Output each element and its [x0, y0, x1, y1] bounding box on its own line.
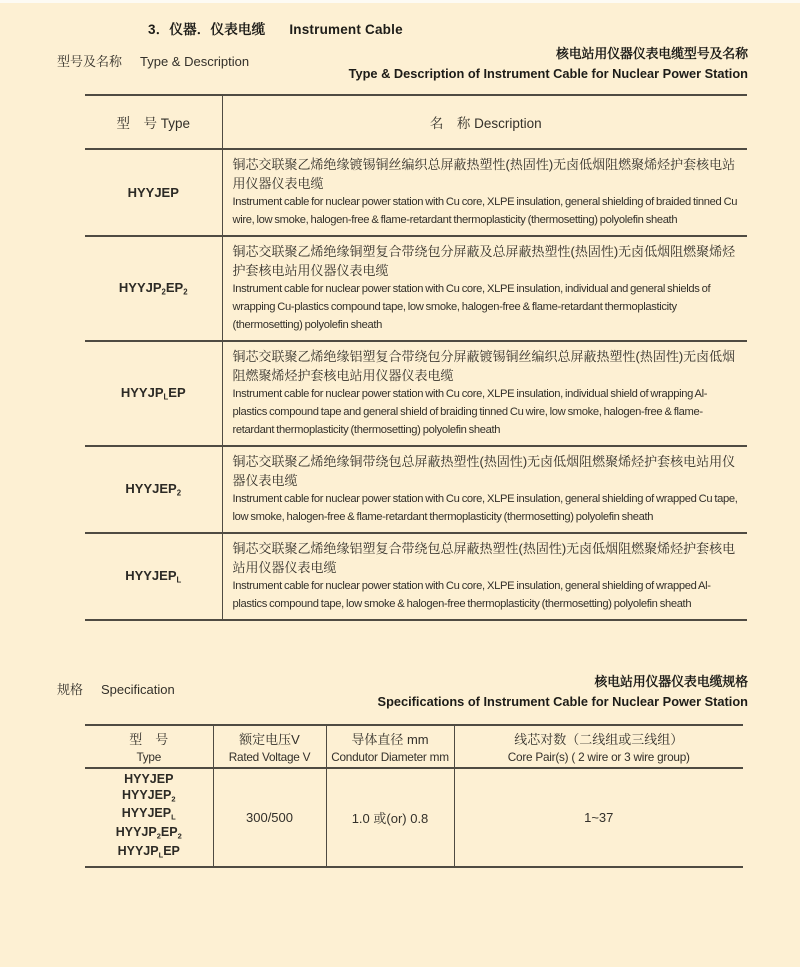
type-cell: $HYYJEP_2$	[85, 446, 222, 533]
page-title	[148, 18, 800, 38]
spec-table-body-row	[85, 768, 743, 867]
type-cell: $HYYJEP_L$	[85, 533, 222, 620]
description-cell	[222, 341, 747, 446]
page-title-en: Instrument Cable	[289, 22, 403, 37]
section2-label	[57, 679, 175, 698]
section1-header	[57, 43, 748, 81]
description-cell	[222, 236, 747, 341]
section1-table-title-zh: 核电站用仪器仪表电缆型号及名称	[556, 46, 748, 61]
spec-header-type-en: Type	[136, 750, 162, 764]
section1-label-en: Type & Description	[140, 54, 250, 69]
spec-header-voltage-zh: 额定电压V	[239, 732, 300, 747]
spec-header-core-pairs-zh: 线芯对数（二线组或三线组）	[514, 732, 684, 747]
section2-table-title-zh: 核电站用仪器仪表电缆规格	[594, 674, 748, 689]
section1-table-titles	[349, 43, 748, 81]
spec-type: $HYYJP_2EP_2$	[115, 825, 182, 841]
description-zh: 铜芯交联聚乙烯绝缘铝塑复合带绕包总屏蔽热塑性(热固性)无卤低烟阻燃聚烯烃护套核电站用仪器仪表电缆	[232, 541, 736, 575]
table-row	[85, 341, 747, 446]
spec-types-cell	[85, 768, 213, 867]
type-cell: $HYYJP_2EP_2$	[85, 236, 222, 341]
description-zh: 铜芯交联聚乙烯绝缘铜塑复合带绕包分屏蔽及总屏蔽热塑性(热固性)无卤低烟阻燃聚烯烃护套核电站用仪器仪表电缆	[232, 244, 736, 278]
type-cell: $HYYJP_LEP$	[85, 341, 222, 446]
spec-header-diameter-en: Condutor Diameter mm	[331, 750, 449, 764]
description-column-header: 名 称 Description	[222, 95, 747, 149]
description-zh: 铜芯交联聚乙烯绝缘镀锡铜丝编织总屏蔽热塑性(热固性)无卤低烟阻燃聚烯烃护套核电站用仪器仪表电缆	[232, 157, 736, 191]
conductor-diameter-value: 1.0 或(or) 0.8	[326, 768, 454, 867]
spec-type: HYYJEP	[124, 772, 174, 786]
section1-table-title-en: Type & Description of Instrument Cable for Nuclear Power Station	[348, 66, 748, 81]
type-cell: HYYJEP	[85, 149, 222, 236]
page-title-zh: 3．仪器．仪表电缆	[148, 22, 266, 37]
description-cell	[222, 149, 747, 236]
spec-header-voltage-en: Rated Voltage V	[228, 750, 311, 764]
spec-type: $HYYJP_LEP$	[117, 844, 180, 860]
table-row	[85, 236, 747, 341]
description-en: Instrument cable for nuclear power station with Cu core, XLPE insulation, general shielding of wrapped Al-plastics compound tape, low smoke & halogen-free thermoplasticity (thermosetting) polyolefin sheath	[232, 580, 711, 610]
spec-header-voltage	[213, 725, 326, 768]
rated-voltage-value: 300/500	[213, 768, 326, 867]
description-en: Instrument cable for nuclear power station with Cu core, XLPE insulation, general shielding of wrapped Cu tape, low smoke, halogen-free & flame-retardant thermoplasticity (thermosetting) polyolefin sheath	[232, 493, 738, 523]
spec-header-type-zh: 型 号	[129, 732, 169, 747]
description-en: Instrument cable for nuclear power station with Cu core, XLPE insulation, individual shield of wrapping Al-plastics compound tape and general shield of braiding tinned Cu wire, low smoke, halogen-free & flame-retardant thermoplasticity (thermosetting) polyolefin sheath	[232, 388, 708, 436]
section2-table-titles	[378, 671, 748, 709]
section2-label-en: Specification	[101, 682, 175, 697]
spec-type: $HYYJEP_L$	[121, 806, 176, 822]
section1-label-zh: 型号及名称	[57, 54, 123, 69]
section2-header	[57, 671, 748, 709]
spec-header-diameter-zh: 导体直径 mm	[351, 732, 429, 747]
section2-table-title-en: Specifications of Instrument Cable for Nuclear Power Station	[377, 694, 748, 709]
description-cell	[222, 446, 747, 533]
type-column-header: 型 号 Type	[85, 95, 222, 149]
table-row	[85, 533, 747, 620]
description-cell	[222, 533, 747, 620]
spec-header-core-pairs-en: Core Pair(s) ( 2 wire or 3 wire group)	[507, 750, 690, 764]
section1-label	[57, 51, 249, 70]
page-top-edge	[0, 0, 800, 3]
table-row	[85, 149, 747, 236]
core-pairs-value: 1~37	[454, 768, 743, 867]
description-zh: 铜芯交联聚乙烯绝缘铜带绕包总屏蔽热塑性(热固性)无卤低烟阻燃聚烯烃护套核电站用仪器仪表电缆	[232, 454, 736, 488]
spec-header-diameter	[326, 725, 454, 768]
type-description-table	[85, 94, 747, 621]
description-en: Instrument cable for nuclear power station with Cu core, XLPE insulation, general shielding of braided tinned Cu wire, low smoke, halogen-free & flame-retardant thermoplasticity (thermosetting) polyolefin sheath	[232, 196, 738, 226]
spec-header-type	[85, 725, 213, 768]
spec-type: $HYYJEP_2$	[121, 787, 176, 803]
spec-header-core-pairs	[454, 725, 743, 768]
spec-table-header-row	[85, 725, 743, 768]
specification-table	[85, 724, 743, 868]
table-row	[85, 446, 747, 533]
section2-label-zh: 规格	[57, 682, 84, 697]
description-zh: 铜芯交联聚乙烯绝缘铝塑复合带绕包分屏蔽镀锡铜丝编织总屏蔽热塑性(热固性)无卤低烟阻燃聚烯烃护套核电站用仪器仪表电缆	[232, 349, 736, 383]
description-en: Instrument cable for nuclear power station with Cu core, XLPE insulation, individual and general shields of wrapping Cu-plastics compound tape, low smoke, halogen-free & flame-retardant thermoplasticity (thermosetting) polyolefin sheath	[232, 283, 711, 331]
type-table-header-row	[85, 95, 747, 149]
